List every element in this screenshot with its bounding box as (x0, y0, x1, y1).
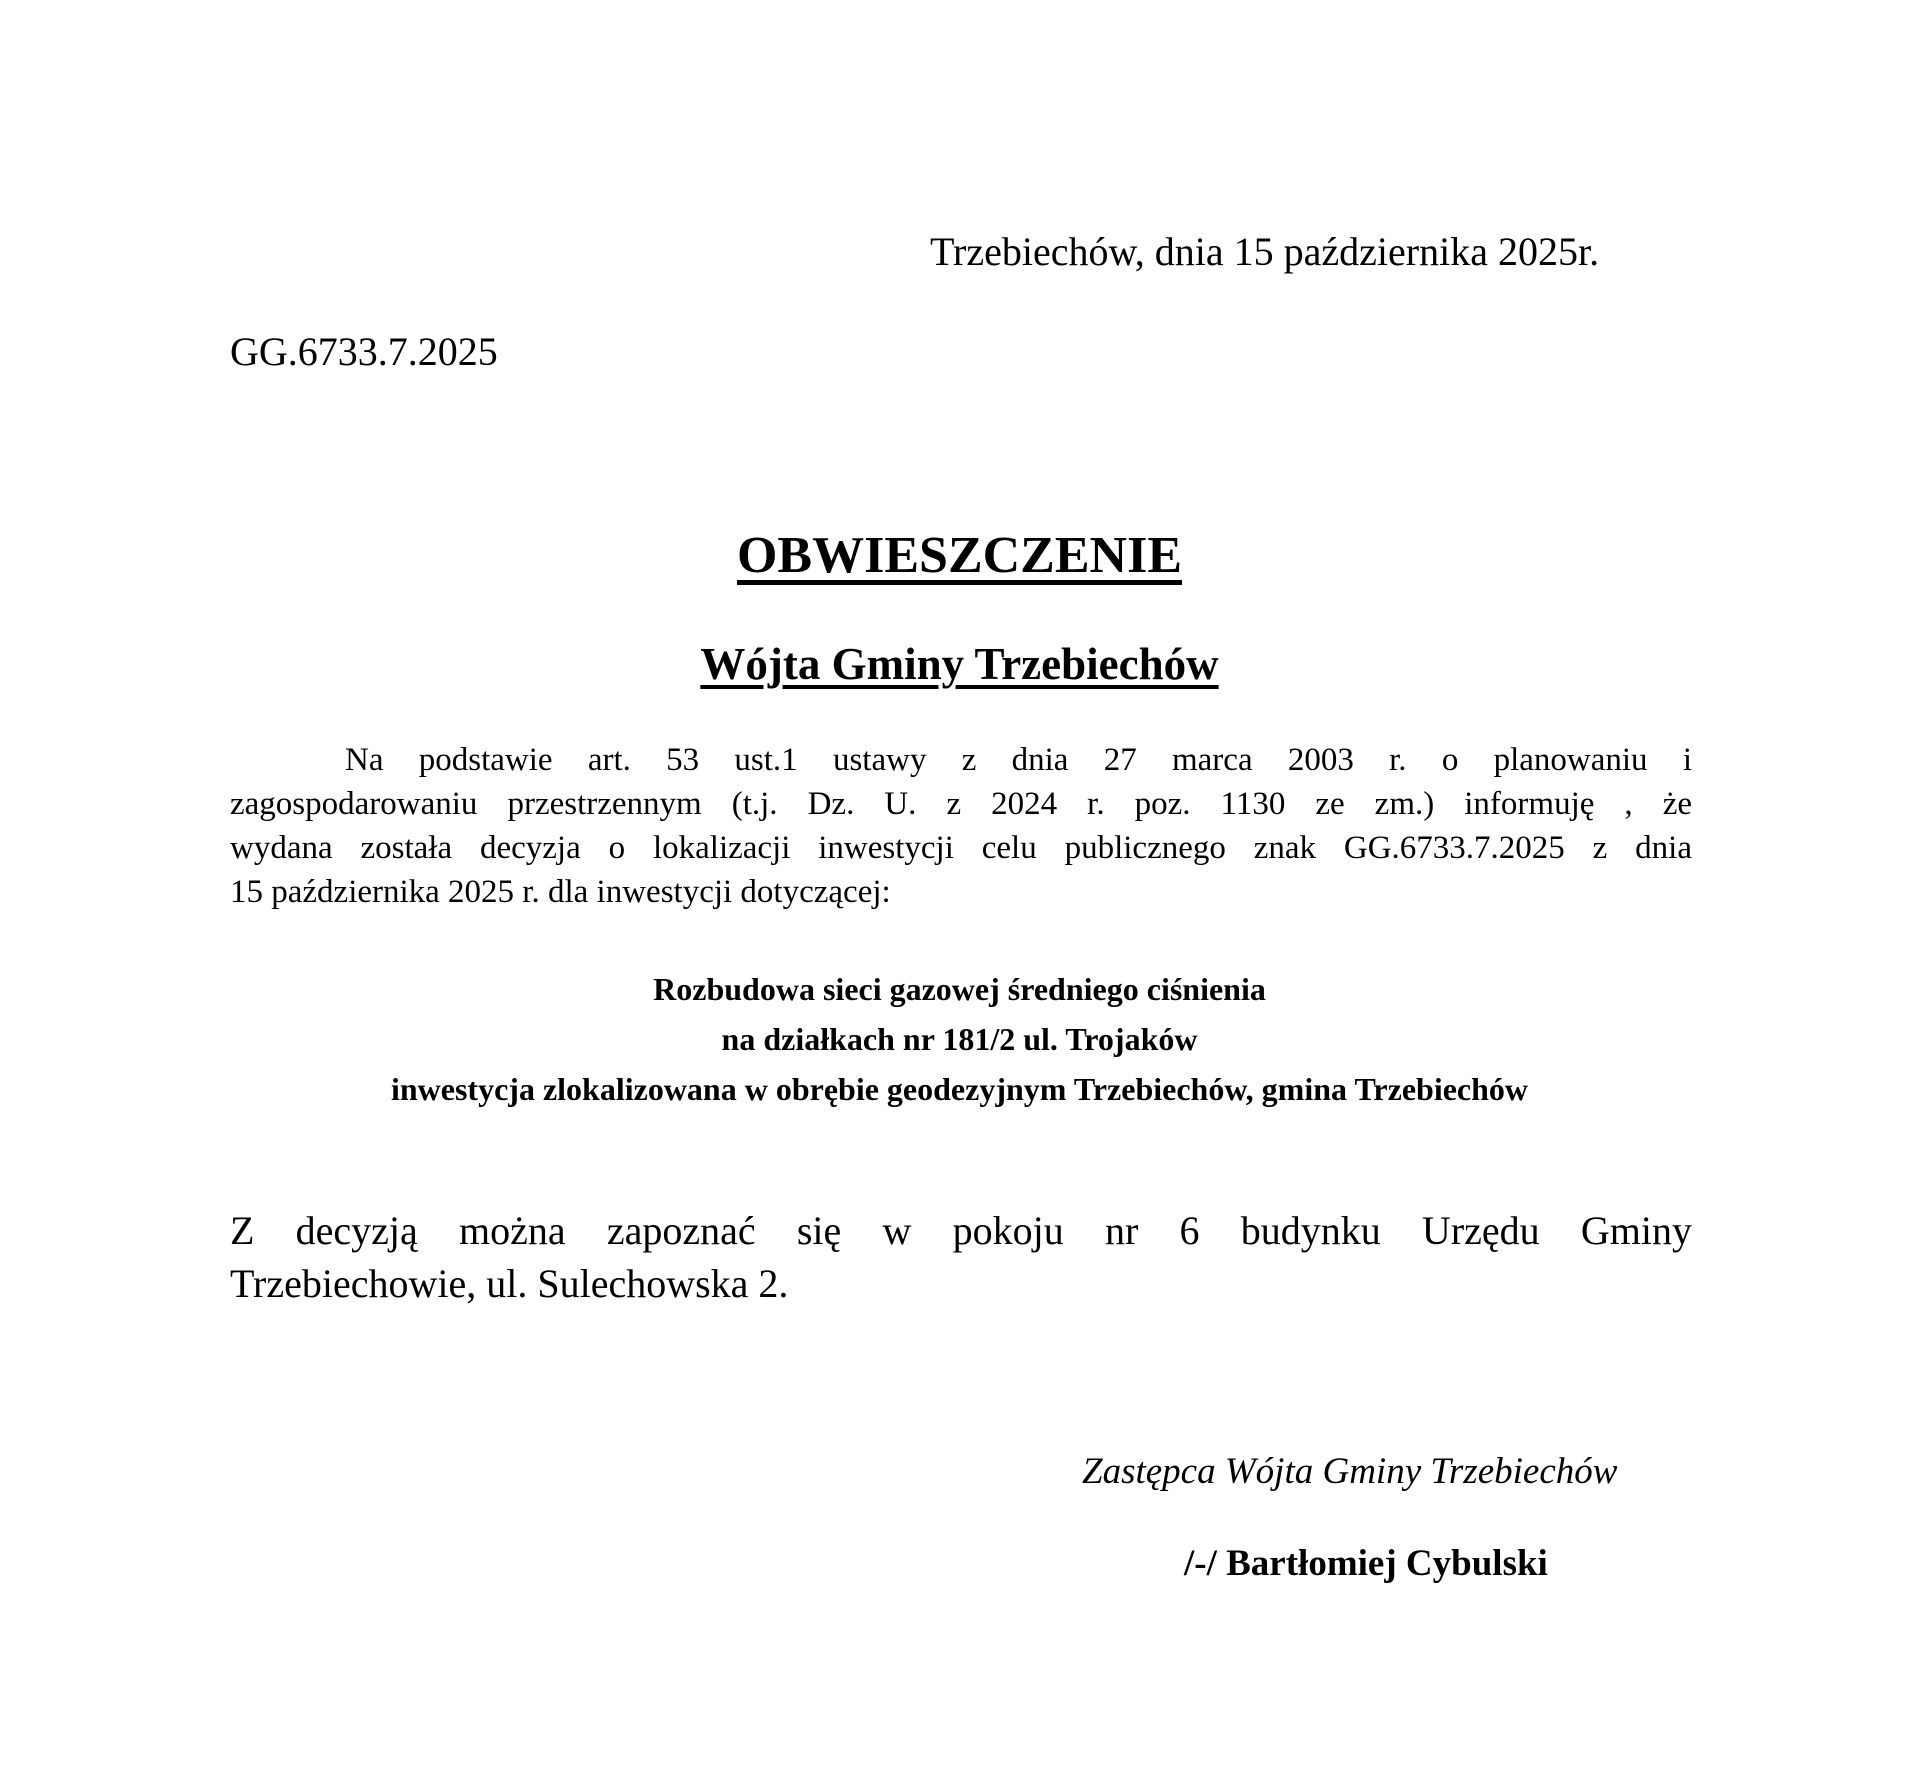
document-title: OBWIESZCZENIE (736, 527, 1183, 584)
signatory-role: Zastępca Wójta Gminy Trzebiechów (1082, 1451, 1618, 1492)
inspection-note (230, 1204, 1692, 1310)
body-line: 15 października 2025 r. dla inwestycji dotyczącej: (230, 874, 891, 910)
investment-line: Rozbudowa sieci gazowej średniego ciśnienia (653, 971, 1266, 1007)
investment-line: na działkach nr 181/2 ul. Trojaków (721, 1021, 1198, 1057)
note-line: Z decyzją można zapoznać się w pokoju nr 6 budynku Urzędu Gminy (230, 1208, 1692, 1253)
note-line: Trzebiechowie, ul. Sulechowska 2. (230, 1261, 789, 1306)
body-line: wydana została decyzja o lokalizacji inwestycji celu publicznego znak GG.6733.7.2025 z dnia (230, 830, 1692, 866)
body-paragraph (230, 738, 1692, 914)
investment-description (0, 964, 1919, 1114)
investment-line: inwestycja zlokalizowana w obrębie geodezyjnym Trzebiechów, gmina Trzebiechów (390, 1071, 1529, 1107)
body-line: zagospodarowaniu przestrzennym (t.j. Dz. U. z 2024 r. poz. 1130 ze zm.) informuję , że (230, 786, 1692, 822)
signatory-name: /-/ Bartłomiej Cybulski (1184, 1543, 1548, 1584)
document-subtitle: Wójta Gminy Trzebiechów (700, 639, 1219, 689)
place-date: Trzebiechów, dnia 15 października 2025r. (930, 229, 1600, 274)
body-line: Na podstawie art. 53 ust.1 ustawy z dnia 27 marca 2003 r. o planowaniu i (345, 742, 1692, 778)
reference-number: GG.6733.7.2025 (230, 329, 498, 374)
